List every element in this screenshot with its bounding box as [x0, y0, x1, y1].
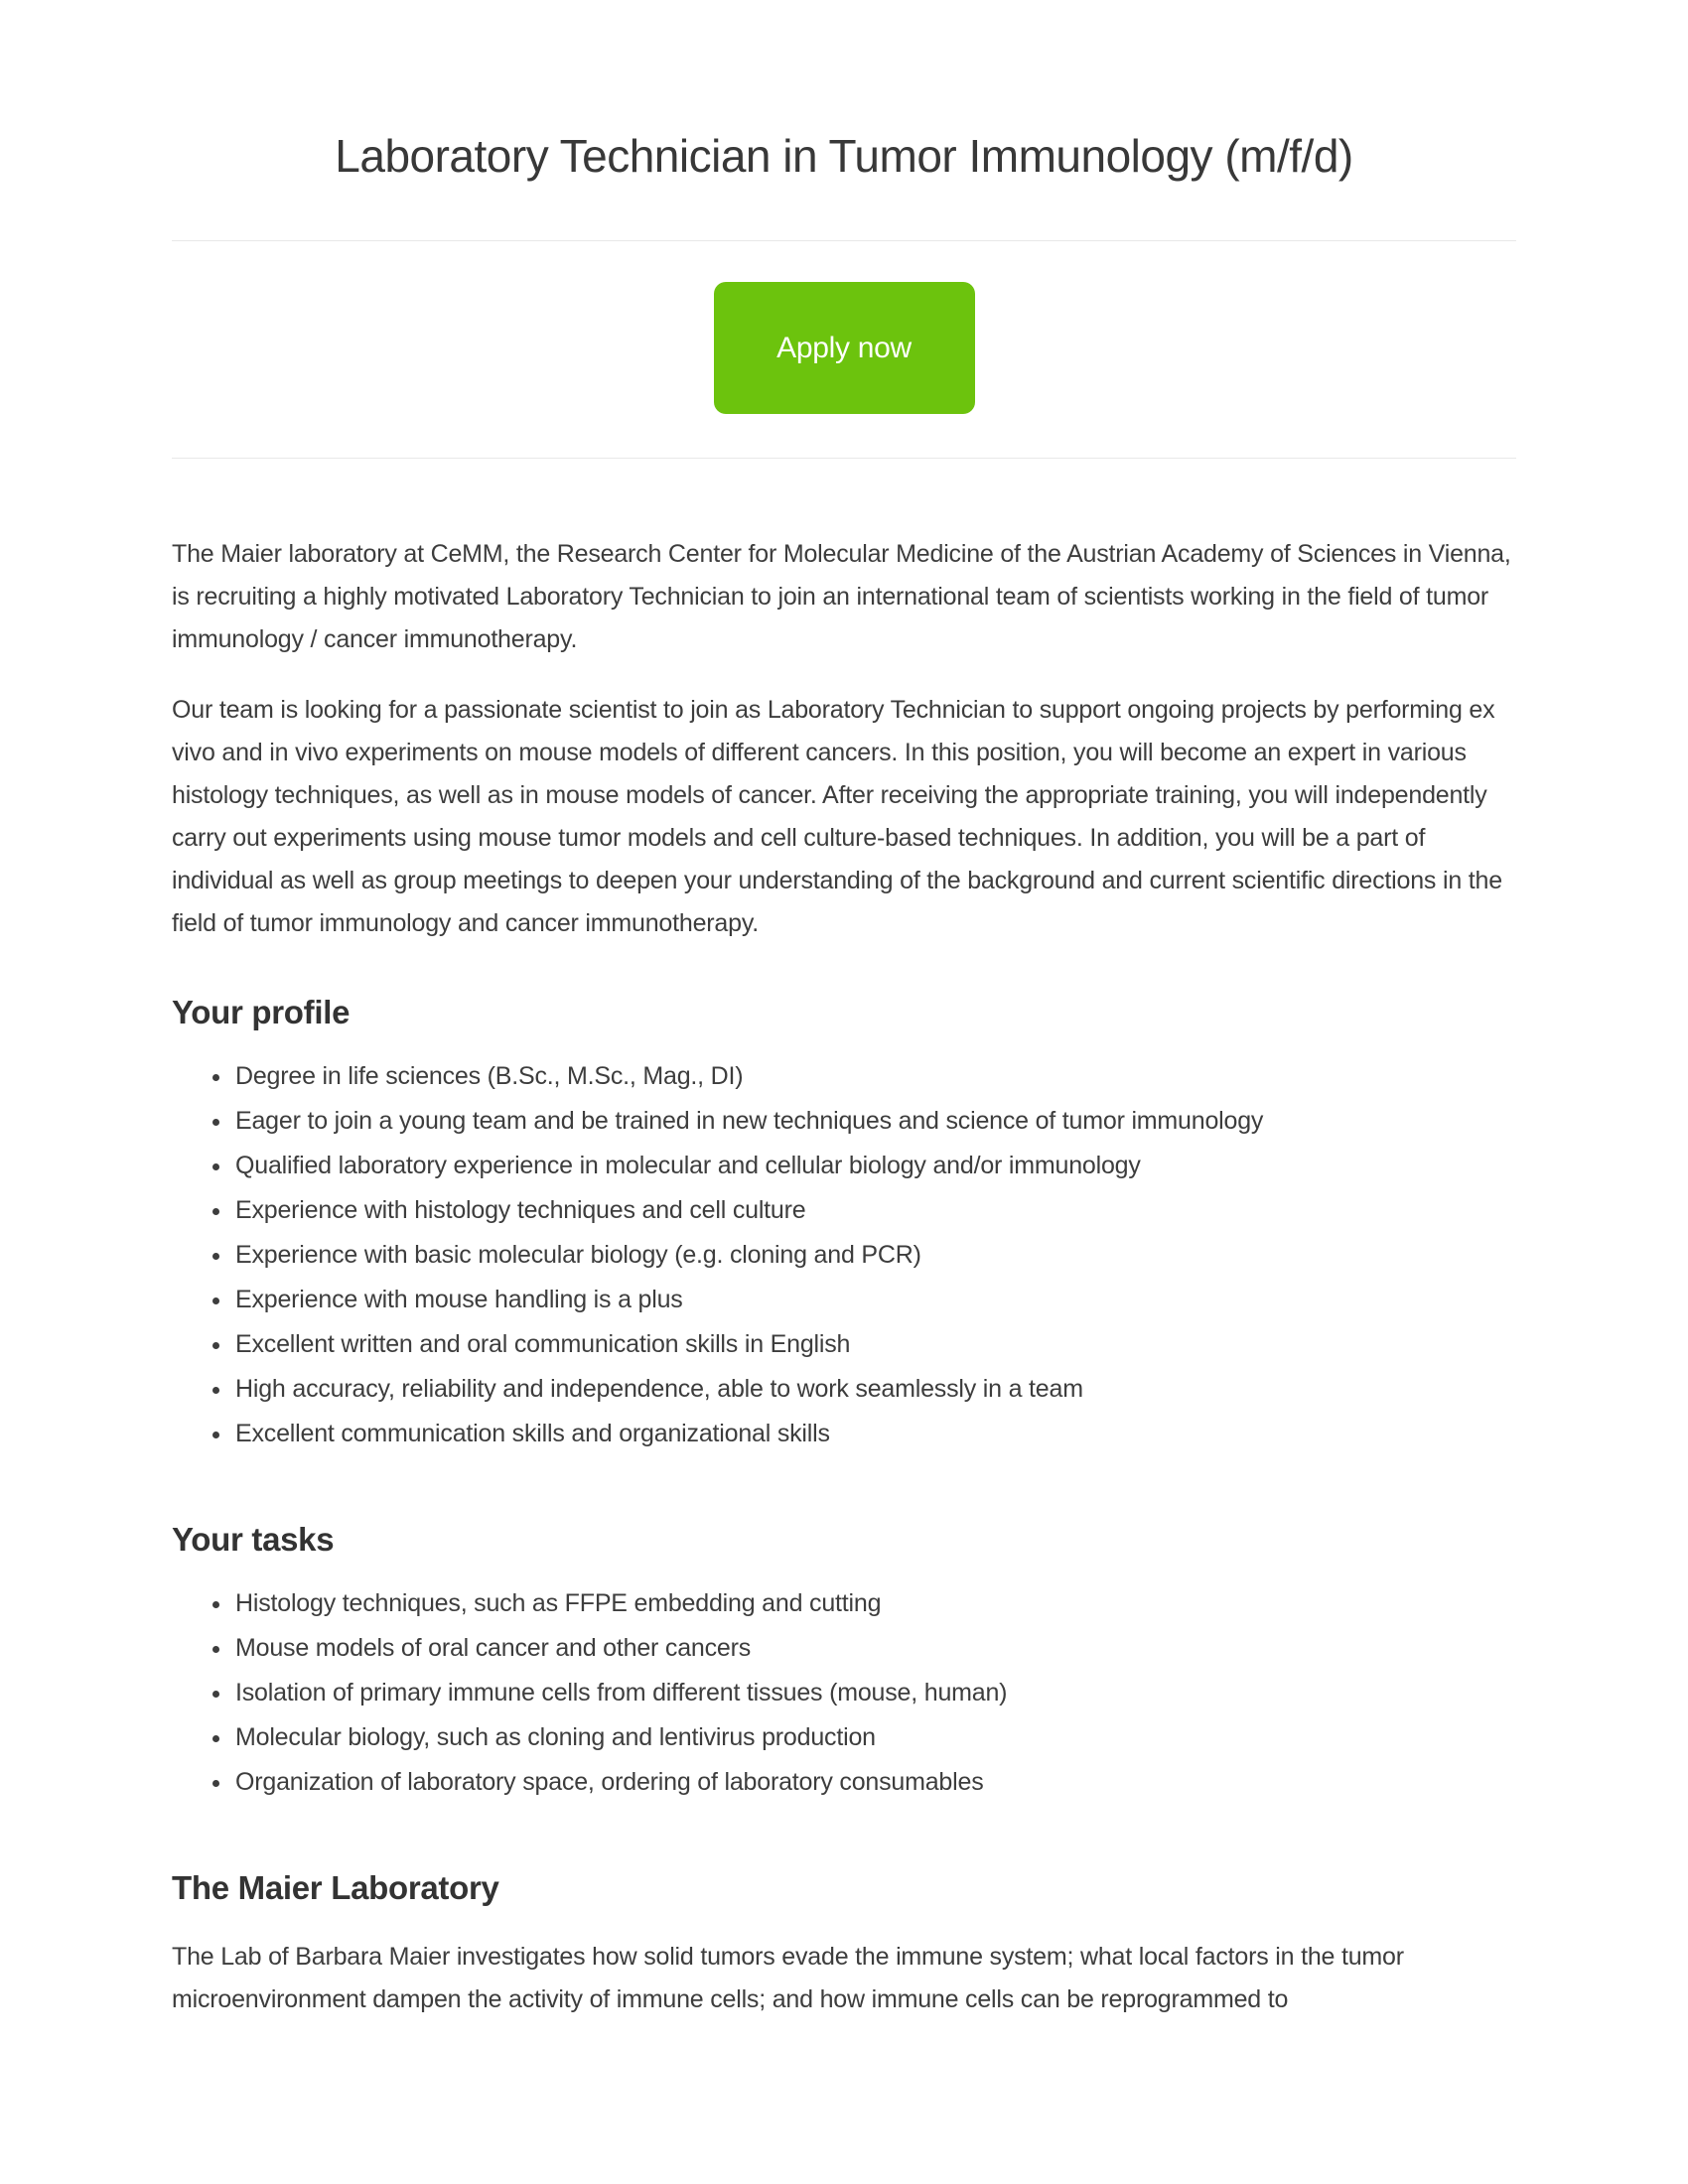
- list-item: • Experience with histology techniques and cell culture: [233, 1188, 1516, 1233]
- job-posting: [172, 0, 1516, 2021]
- section-heading-your-profile: Your profile: [172, 994, 351, 1030]
- list-item: • Degree in life sciences (B.Sc., M.Sc., Mag., DI): [233, 1054, 1516, 1099]
- divider-bottom: [172, 458, 1516, 459]
- list-item: • Histology techniques, such as FFPE embedding and cutting: [233, 1581, 1516, 1626]
- job-description: [172, 533, 1516, 2021]
- list-item: • Excellent communication skills and organizational skills: [233, 1412, 1516, 1456]
- apply-button-row: [172, 241, 1516, 458]
- lab-paragraph: The Lab of Barbara Maier investigates how solid tumors evade the immune system; what local factors in the tumor microenvironment dampen the activity of immune cells; and how immune cells can be reprogrammed to: [172, 1943, 1404, 2013]
- intro-paragraph-1: The Maier laboratory at CeMM, the Research Center for Molecular Medicine of the Austrian Academy of Sciences in Vienna, is recruiting a highly motivated Laboratory Technician to join an international team of scientists working in the field of tumor immunology / cancer immunotherapy.: [172, 540, 1511, 653]
- intro-paragraph-2: Our team is looking for a passionate scientist to join as Laboratory Technician to support ongoing projects by performing ex vivo and in vivo experiments on mouse models of different cancers. In this position, you will become an expert in various histology techniques, as well as in mouse models of cancer. After receiving the appropriate training, you will independently carry out experiments using mouse tumor models and cell culture-based techniques. In addition, you will be a part of individual as well as group meetings to deepen your understanding of the background and current scientific directions in the field of tumor immunology and cancer immunotherapy.: [172, 696, 1502, 937]
- section-heading-maier-laboratory: The Maier Laboratory: [172, 1869, 499, 1906]
- section-heading-your-tasks: Your tasks: [172, 1521, 335, 1558]
- list-item: • Mouse models of oral cancer and other cancers: [233, 1626, 1516, 1671]
- list-item: • Molecular biology, such as cloning and lentivirus production: [233, 1715, 1516, 1760]
- list-item: • Experience with mouse handling is a plus: [233, 1278, 1516, 1322]
- list-item: • Organization of laboratory space, ordering of laboratory consumables: [233, 1760, 1516, 1805]
- list-item: • Experience with basic molecular biology (e.g. cloning and PCR): [233, 1233, 1516, 1278]
- list-item: • Excellent written and oral communication skills in English: [233, 1322, 1516, 1367]
- list-item: • High accuracy, reliability and independence, able to work seamlessly in a team: [233, 1367, 1516, 1412]
- apply-now-button[interactable]: Apply now: [714, 282, 975, 414]
- list-item: • Isolation of primary immune cells from different tissues (mouse, human): [233, 1671, 1516, 1715]
- tasks-list: [172, 1581, 1516, 1805]
- list-item: • Qualified laboratory experience in molecular and cellular biology and/or immunology: [233, 1144, 1516, 1188]
- profile-list: [172, 1054, 1516, 1456]
- list-item: • Eager to join a young team and be trained in new techniques and science of tumor immunology: [233, 1099, 1516, 1144]
- page-title: Laboratory Technician in Tumor Immunology (m/f/d): [335, 130, 1353, 182]
